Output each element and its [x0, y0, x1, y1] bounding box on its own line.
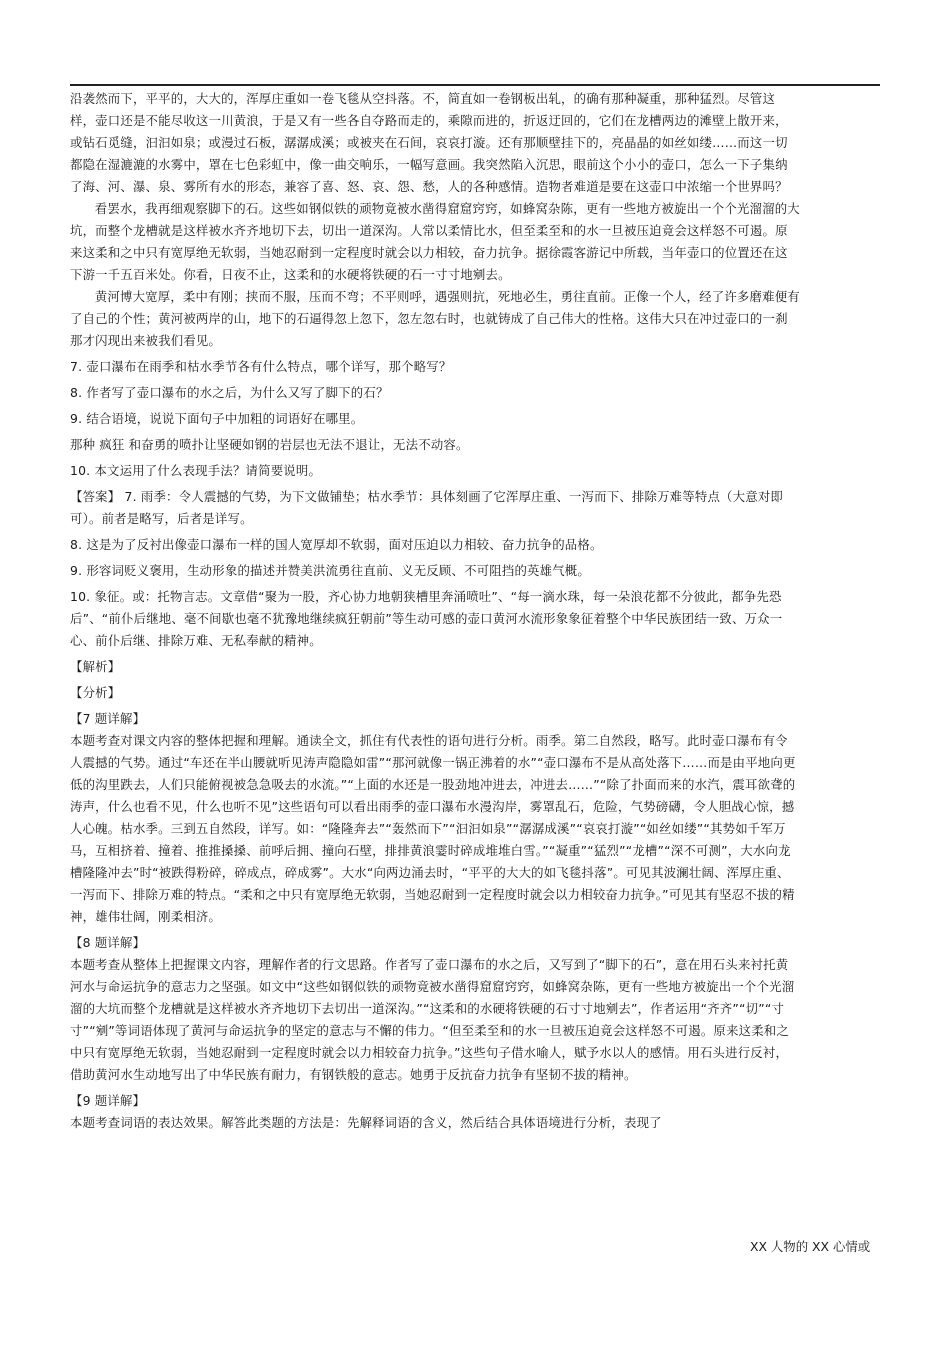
analysis-label: 【解析】 [70, 659, 121, 674]
detail-7-title: 【7 题详解】 [70, 711, 146, 726]
question-7: 7. 壶口瀑布在雨季和枯水季节各有什么特点，哪个详写，那个略写？ [70, 359, 452, 374]
question-9: 9. 结合语境，说说下面句子中加粗的词语好在哪里。 [70, 411, 364, 426]
question-9-sentence: 那种 疯狂 和奋勇的喷扑让坚硬如钢的岩层也无法不退让，无法不动容。 [70, 437, 469, 452]
answer-q7-text: 7. 雨季：令人震撼的气势，为下文做铺垫；枯水季节：具体刻画了它浑厚庄重、一泻而下、排除万难等特点（大意对即可）。前者是略写，后者是详写。 [70, 489, 783, 526]
question-10: 10. 本文运用了什么表现手法？请简要说明。 [70, 463, 322, 478]
document-body [70, 88, 800, 1134]
answer-q10: 10. 象征。或：托物言志。文章借“聚为一股，齐心协力地朝狭槽里奔涌喷吐”、“每一滴水珠，每一朵浪花都不分彼此，都争先恐后”、“前仆后继地、毫不间歇也毫不犹豫地继续疯狂朝前”等生动可感的壶口黄河水流形象象征着整个中华民族团结一致、万众一心、前仆后继、排除万难、无私奉献的精神。 [70, 589, 783, 648]
answer-q9: 9. 形容词贬义褒用，生动形象的描述并赞美洪流勇往直前、义无反顾、不可阻挡的英雄气概。 [70, 563, 590, 578]
answer-label: 【答案】 [70, 489, 121, 504]
fenxi-label: 【分析】 [70, 685, 121, 700]
passage-paragraph-3: 黄河博大宽厚，柔中有刚；挟而不服，压而不弯；不平则呼，遇强则抗，死地必生，勇往直前。正像一个人，经了许多磨难便有了自己的个性；黄河被两岸的山，地下的石逼得忽上忽下，忽左忽右时，也就铸成了自己伟大的性格。这伟大只在冲过壶口的一刹那才闪现出来被我们看见。 [70, 289, 800, 348]
answer-q7 [70, 486, 800, 530]
detail-7-text: 本题考查对课文内容的整体把握和理解。通读全文，抓住有代表性的语句进行分析。雨季。第二自然段，略写。此时壶口瀑布有令人震撼的气势。通过“车还在半山腰就听见涛声隐隐如雷”“那河就像一锅正沸着的水”“壶口瀑布不是从高处落下……而是由平地向更低的沟里跌去，人们只能俯视被急急吸去的水流。”“上面的水还是一股劲地冲进去，冲进去……”“除了扑面而来的水汽，震耳欲聋的涛声，什么也看不见，什么也听不见”这些语句可以看出雨季的壶口瀑布水漫沟岸，雾罩乱石，危险，气势磅礴，令人胆战心惊，撼人心魄。枯水季。三到五自然段，详写。如：“隆隆奔去”“轰然而下”“汩汩如泉”“潺潺成溪”“哀哀打漩”“如丝如缕”“其势如千军万马，互相挤着、撞着、推推搡搡、前呼后拥、撞向石壁，排排黄浪霎时碎成堆堆白雪。”“凝重”“猛烈”“龙槽”“深不可测”，大水向龙槽隆隆冲去”时“被跌得粉碎，碎成点，碎成雾”。大水“向两边涌去时，“平平的大大的如飞毯抖落”。可见其波澜壮阔、浑厚庄重、一泻而下、排除万难的特点。“柔和之中只有宽厚绝无软弱，当她忍耐到一定程度时就会以力相较奋力抗争。”可见其有坚忍不拔的精神，雄伟壮阔，刚柔相济。 [70, 733, 796, 924]
answer-q8: 8. 这是为了反衬出像壶口瀑布一样的国人宽厚却不软弱，面对压迫以力相较、奋力抗争的品格。 [70, 537, 603, 552]
passage-paragraph-2: 看罢水，我再细观察脚下的石。这些如钢似铁的顽物竟被水凿得窟窟窍窍，如蜂窝杂陈，更有一些地方被旋出一个个光溜溜的大坑，而整个龙槽就是这样被水齐齐地切下去，切出一道深沟。人常以柔情比水，但至柔至和的水一旦被压迫竟会这样怒不可遏。原来这柔和之中只有宽厚绝无软弱，当她忍耐到一定程度时就会以力相较，奋力抗争。据徐霞客游记中所载，当年壶口的位置还在这下游一千五百米处。你看，日夜不止，这柔和的水硬将铁硬的石一寸寸地剜去。 [70, 201, 800, 282]
detail-9-tail-fragment: XX 人物的 XX 心情或 [750, 1239, 871, 1254]
detail-9-title: 【9 题详解】 [70, 1093, 146, 1108]
question-8: 8. 作者写了壶口瀑布的水之后，为什么又写了脚下的石？ [70, 385, 389, 400]
detail-9-text: 本题考查词语的表达效果。解答此类题的方法是：先解释词语的含义，然后结合具体语境进行分析，表现了 [70, 1115, 662, 1130]
detail-8-text: 本题考查从整体上把握课文内容，理解作者的行文思路。作者写了壶口瀑布的水之后，又写到了“脚下的石”，意在用石头来衬托黄河水与命运抗争的意志力之坚强。如文中“这些如钢似铁的顽物竟被水凿得窟窟窍窍，如蜂窝杂陈，更有一些地方被旋出一个个光溜溜的大坑而整个龙槽就是这样被水齐齐地切下去切出一道深沟。”“这柔和的水硬将铁硬的石寸寸地剜去”，作者运用“齐齐”“切”“寸寸”“剜”等词语体现了黄河与命运抗争的坚定的意志与不懈的伟力。“但至柔至和的水一旦被压迫竟会这样怒不可遏。原来这柔和之中只有宽厚绝无软弱，当她忍耐到一定程度时就会以力相较奋力抗争。”这些句子借水喻人，赋予水以人的感情。用石头进行反衬，借助黄河水生动地写出了中华民族有耐力，有钢铁般的意志。她勇于反抗奋力抗争有坚韧不拔的精神。 [70, 957, 795, 1082]
header-rule [70, 84, 880, 86]
passage-paragraph-1: 沿袭然而下，平平的，大大的，浑厚庄重如一卷飞毯从空抖落。不，简直如一卷钢板出轧，的确有那种凝重，那种猛烈。尽管这样，壶口还是不能尽收这一川黄浪，于是又有一些各自夺路而走的，乘隙而进的，折返迂回的，它们在龙槽两边的滩壁上散开来，或钻石觅缝，汩汩如泉；或漫过石板，潺潺成溪；或被夹在石间，哀哀打漩。还有那顺壁挂下的，亮晶晶的如丝如缕……而这一切都隐在湿漉漉的水雾中，罩在七色彩虹中，像一曲交响乐，一幅写意画。我突然陷入沉思，眼前这个小小的壶口，怎么一下子集纳了海、河、瀑、泉、雾所有水的形态，兼容了喜、怒、哀、怨、愁，人的各种感情。造物者难道是要在这壶口中浓缩一个世界吗？ [70, 91, 788, 194]
detail-8-title: 【8 题详解】 [70, 935, 146, 950]
